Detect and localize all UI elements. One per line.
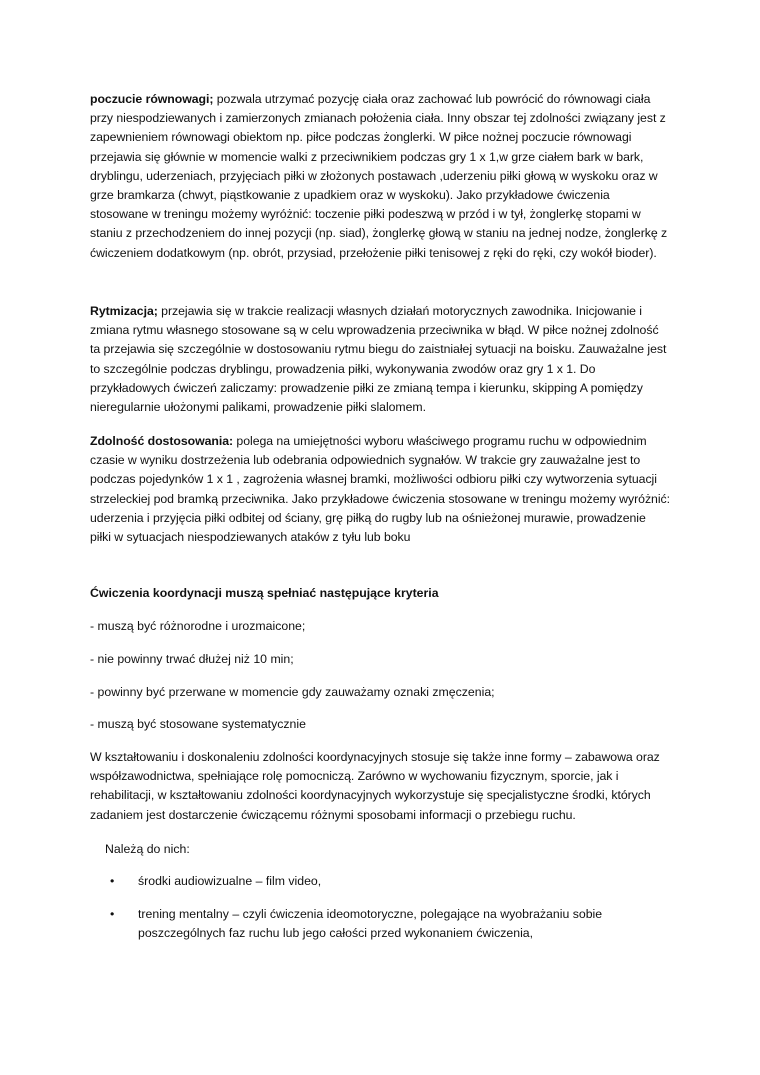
criteria-heading: Ćwiczenia koordynacji muszą spełniać następujące kryteria	[90, 586, 439, 600]
closing-paragraph: W kształtowaniu i doskonaleniu zdolności koordynacyjnych stosuje się także inne formy – zabawowa oraz współzawodnictwa, spełniające rolę pomocniczą. Zarówno w wychowaniu fizycznym, sporcie, jak i rehabilitacji, w kształtowaniu zdolności koordynacyjnych wykorzystuje się specjalistyczne środki, których zadaniem jest dostarczenie ćwiczącemu różnymi sposobami informacji o przebiegu ruchu.	[90, 750, 660, 822]
term-adaptation: Zdolność dostosowania:	[90, 434, 234, 448]
bullet-icon: •	[110, 907, 115, 921]
paragraph-rhythm-text: przejawia się w trakcie realizacji własnych działań motorycznych zawodnika. Inicjowanie i zmiana rytmu własnego stosowane są w celu wprowadzenia przeciwnika w błąd. W piłce nożnej zdolność ta przejawia się szczególnie w dostosowaniu rytmu biegu do zaistniałej sytuacji na boisku. Zauważalne jest to szczególnie podczas dryblingu, prowadzenia piłki, wykonywania zwodów oraz gry 1 x 1. Do przykładowych ćwiczeń zaliczamy: prowadzenie piłki ze zmianą tempa i kierunku, skipping A pomiędzy nieregularnie ułożonymi palikami, prowadzenie piłki slalomem.	[90, 304, 667, 415]
paragraph-adaptation-text: polega na umiejętności wyboru właściwego programu ruchu w odpowiednim czasie w wyniku dostrzeżenia lub odebrania odpowiednich sygnałów. W trakcie gry zauważalne jest to podczas pojedynków 1 x 1 , zagrożenia własnej bramki, możliwości odbioru piłki czy wytworzenia sytuacji strzeleckiej pod bramką przeciwnika. Jako przykładowe ćwiczenia stosowane w treningu możemy wyróżnić: uderzenia i przyjęcia piłki odbitej od ściany, grę piłką do rugby lub na ośnieżonej murawie, prowadzenie piłki w sytuacjach niespodziewanych ataków z tyłu lub boku	[90, 434, 670, 545]
criteria-item: - powinny być przerwane w momencie gdy zauważamy oznaki zmęczenia;	[90, 685, 495, 699]
criteria-item: - muszą być stosowane systematycznie	[90, 717, 306, 731]
bullet-icon: •	[110, 874, 115, 888]
paragraph-rhythm	[90, 302, 670, 417]
paragraph-balance	[90, 90, 670, 263]
paragraph-adaptation	[90, 432, 670, 547]
paragraph-balance-text: pozwala utrzymać pozycję ciała oraz zachować lub powrócić do równowagi ciała przy niespodziewanych i zamierzonych zmianach położenia ciała. Inny obszar tej zdolności związany jest z zapewnieniem równowagi obiektom np. piłce podczas żonglerki. W piłce nożnej poczucie równowagi przejawia się głównie w momencie walki z przeciwnikiem podczas gry 1 x 1,w grze ciałem bark w bark, dryblingu, uderzeniach, przyjęciach piłki w złożonych postawach ,uderzeniu piłki głową w wyskoku oraz w grze bramkarza (chwyt, piąstkowanie z upadkiem oraz w wyskoku). Jako przykładowe ćwiczenia stosowane w treningu możemy wyróżnić: toczenie piłki podeszwą w przód i w tył, żonglerkę stopami w staniu z przechodzeniem do innej pozycji (np. siad), żonglerkę głową w staniu na jednej nodze, żonglerkę z ćwiczeniem dodatkowym (np. obrót, przysiad, przełożenie piłki tenisowej z ręki do ręki, czy wokół bioder).	[90, 92, 668, 260]
list-intro: Należą do nich:	[105, 842, 190, 856]
term-rhythm: Rytmizacja;	[90, 304, 158, 318]
list-item-text: trening mentalny – czyli ćwiczenia ideomotoryczne, polegające na wyobrażaniu sobie poszczególnych faz ruchu lub jego całości przed wykonaniem ćwiczenia,	[138, 907, 603, 941]
list-item-text: środki audiowizualne – film video,	[138, 874, 322, 888]
term-balance: poczucie równowagi;	[90, 92, 214, 106]
criteria-item: - muszą być różnorodne i urozmaicone;	[90, 619, 306, 633]
criteria-item: - nie powinny trwać dłużej niż 10 min;	[90, 652, 294, 666]
